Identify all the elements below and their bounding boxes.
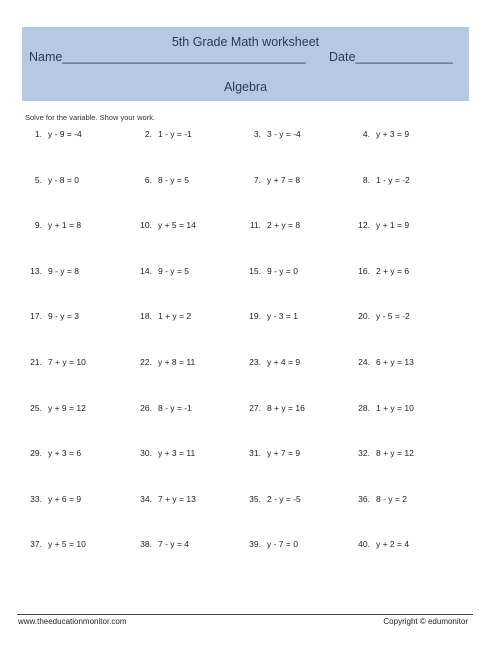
problem-equation: y + 7 = 8	[267, 174, 301, 185]
footer-divider	[17, 614, 473, 615]
problem-item	[358, 311, 410, 322]
problem-number: 22.	[140, 357, 152, 367]
problem-number: 34.	[140, 493, 152, 504]
problem-item	[362, 129, 410, 139]
name-field-label: Name___________________________________	[29, 50, 306, 64]
problem-item	[34, 129, 82, 139]
problem-equation: 9 - y = 5	[158, 265, 189, 276]
worksheet-header	[22, 27, 469, 101]
problem-number: 38.	[140, 539, 152, 550]
problem-item	[362, 174, 410, 185]
problem-item	[140, 357, 196, 367]
problem-number: 3.	[253, 129, 261, 139]
problem-number: 16.	[358, 265, 370, 276]
problem-equation: y + 1 = 8	[48, 220, 82, 231]
problem-equation: y - 3 = 1	[267, 311, 298, 322]
problem-item	[140, 493, 196, 504]
problem-equation: 2 - y = -5	[267, 493, 301, 504]
problem-equation: y + 3 = 11	[158, 448, 196, 459]
problem-equation: y + 5 = 10	[48, 539, 86, 550]
problem-item	[253, 129, 301, 139]
problem-equation: y - 7 = 0	[267, 539, 298, 550]
problem-number: 35.	[249, 493, 261, 504]
problem-equation: y + 4 = 9	[267, 357, 301, 367]
problem-number: 37.	[30, 539, 42, 550]
problem-equation: y - 5 = -2	[376, 311, 410, 322]
problem-item	[140, 265, 189, 276]
problem-equation: 8 + y = 16	[267, 402, 305, 413]
problem-item	[30, 265, 79, 276]
problem-number: 25.	[30, 402, 42, 413]
footer-copyright: Copyright © edumonitor	[383, 617, 468, 626]
problem-number: 23.	[249, 357, 261, 367]
problem-item	[140, 539, 189, 550]
problem-item	[249, 220, 301, 231]
instructions: Solve for the variable. Show your work.	[25, 113, 156, 122]
problem-item	[249, 311, 298, 322]
problem-equation: 7 + y = 13	[158, 493, 196, 504]
problem-equation: 8 - y = -1	[158, 402, 192, 413]
problem-number: 12.	[358, 220, 370, 231]
problem-item	[30, 448, 82, 459]
problem-equation: y + 8 = 11	[158, 357, 196, 367]
problem-item	[30, 539, 86, 550]
problem-item	[358, 402, 414, 413]
problem-item	[140, 220, 196, 231]
problem-number: 29.	[30, 448, 42, 459]
problem-equation: 2 + y = 6	[376, 265, 410, 276]
problem-number: 18.	[140, 311, 152, 322]
problem-number: 17.	[30, 311, 42, 322]
problem-number: 15.	[249, 265, 261, 276]
problem-equation: 9 - y = 3	[48, 311, 79, 322]
problem-equation: y + 3 = 9	[376, 129, 410, 139]
problem-number: 8.	[362, 174, 370, 185]
problem-item	[30, 493, 82, 504]
problem-item	[140, 402, 192, 413]
problem-equation: 1 - y = -2	[376, 174, 410, 185]
problem-equation: 8 - y = 5	[158, 174, 189, 185]
problem-equation: 7 - y = 4	[158, 539, 189, 550]
problem-item	[249, 265, 298, 276]
date-field-label: Date______________	[329, 50, 453, 64]
problem-number: 39.	[249, 539, 261, 550]
problem-equation: y + 9 = 12	[48, 402, 86, 413]
problem-item	[358, 265, 410, 276]
problem-number: 40.	[358, 539, 370, 550]
problem-item	[140, 448, 196, 459]
problem-item	[30, 402, 86, 413]
problem-item	[253, 174, 301, 185]
problem-item	[30, 357, 86, 367]
problem-equation: 2 + y = 8	[267, 220, 301, 231]
problem-equation: 3 - y = -4	[267, 129, 301, 139]
footer-website: www.theeducationmonitor.com	[18, 617, 127, 626]
problem-item	[249, 357, 301, 367]
problem-number: 10.	[140, 220, 152, 231]
problem-item	[249, 402, 305, 413]
problem-equation: y + 5 = 14	[158, 220, 196, 231]
problem-item	[30, 311, 79, 322]
problem-item	[358, 357, 414, 367]
problem-item	[34, 174, 79, 185]
problem-item	[144, 129, 192, 139]
problem-equation: 9 - y = 0	[267, 265, 298, 276]
worksheet-subject: Algebra	[223, 80, 268, 94]
problem-number: 30.	[140, 448, 152, 459]
worksheet-title: 5th Grade Math worksheet	[171, 35, 320, 49]
problem-number: 20.	[358, 311, 370, 322]
problem-item	[358, 448, 414, 459]
problem-equation: 1 + y = 2	[158, 311, 192, 322]
problem-number: 11.	[249, 220, 261, 231]
problem-number: 2.	[144, 129, 152, 139]
problem-number: 21.	[30, 357, 42, 367]
problem-number: 5.	[34, 174, 42, 185]
problem-item	[358, 493, 407, 504]
problem-equation: y + 2 = 4	[376, 539, 410, 550]
problem-equation: 6 + y = 13	[376, 357, 414, 367]
problem-equation: y + 6 = 9	[48, 493, 82, 504]
problem-equation: 1 - y = -1	[158, 129, 192, 139]
problem-number: 7.	[253, 174, 261, 185]
problem-number: 31.	[249, 448, 261, 459]
problem-equation: y + 1 = 9	[376, 220, 410, 231]
problem-number: 9.	[34, 220, 42, 231]
problem-item	[249, 539, 298, 550]
problem-equation: y + 3 = 6	[48, 448, 82, 459]
problem-number: 33.	[30, 493, 42, 504]
problem-number: 28.	[358, 402, 370, 413]
problem-number: 36.	[358, 493, 370, 504]
problem-item	[249, 493, 301, 504]
problem-equation: 8 - y = 2	[376, 493, 407, 504]
problem-number: 27.	[249, 402, 261, 413]
problem-item	[34, 220, 82, 231]
problem-item	[144, 174, 189, 185]
problem-item	[358, 220, 410, 231]
problem-equation: 9 - y = 8	[48, 265, 79, 276]
problem-equation: 1 + y = 10	[376, 402, 414, 413]
name-date-row	[29, 50, 464, 64]
problem-number: 19.	[249, 311, 261, 322]
problem-number: 14.	[140, 265, 152, 276]
problem-equation: y + 7 = 9	[267, 448, 301, 459]
problem-number: 6.	[144, 174, 152, 185]
problem-number: 26.	[140, 402, 152, 413]
problem-equation: y - 9 = -4	[48, 129, 82, 139]
problem-equation: 8 + y = 12	[376, 448, 414, 459]
problem-number: 13.	[30, 265, 42, 276]
problem-item	[358, 539, 410, 550]
problem-number: 32.	[358, 448, 370, 459]
problem-equation: 7 + y = 10	[48, 357, 86, 367]
problem-item	[140, 311, 192, 322]
problem-number: 24.	[358, 357, 370, 367]
problem-equation: y - 8 = 0	[48, 174, 79, 185]
problem-number: 4.	[362, 129, 370, 139]
problem-item	[249, 448, 301, 459]
problem-number: 1.	[34, 129, 42, 139]
